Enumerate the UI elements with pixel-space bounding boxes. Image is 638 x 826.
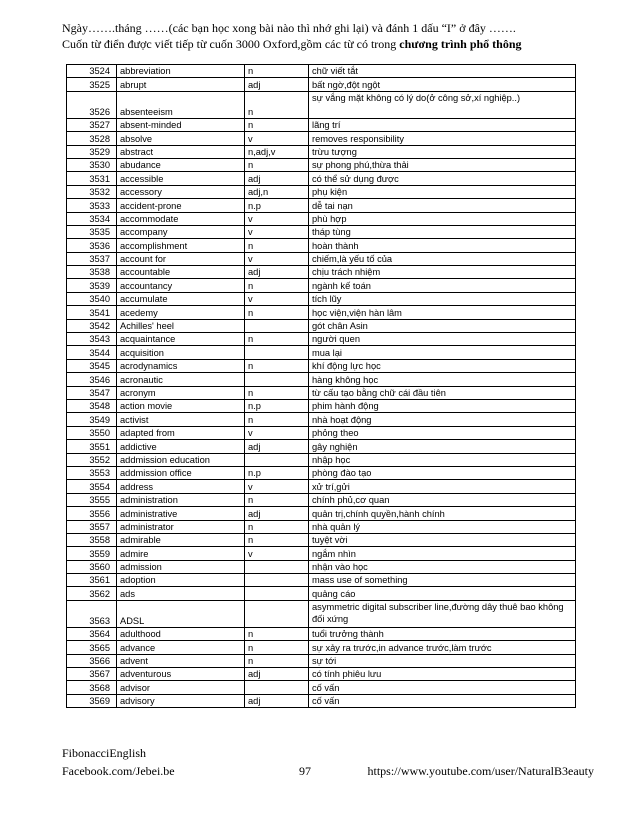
entry-number: 3541: [67, 306, 117, 319]
entry-word: admission: [117, 560, 245, 573]
entry-word: advent: [117, 654, 245, 667]
entry-meaning: tháp tùng: [309, 225, 576, 238]
table-row: [67, 560, 576, 573]
table-row: [67, 185, 576, 198]
entry-meaning: hoàn thành: [309, 239, 576, 252]
entry-meaning: tích lũy: [309, 292, 576, 305]
table-row: [67, 399, 576, 412]
entry-part-of-speech: v: [245, 480, 309, 493]
entry-number: 3552: [67, 453, 117, 466]
entry-meaning: phim hành động: [309, 399, 576, 412]
entry-part-of-speech: [245, 587, 309, 600]
entry-word: action movie: [117, 399, 245, 412]
entry-meaning: tuyệt vời: [309, 533, 576, 546]
entry-number: 3536: [67, 239, 117, 252]
entry-number: 3526: [67, 91, 117, 118]
table-row: [67, 145, 576, 158]
entry-number: 3546: [67, 373, 117, 386]
table-row: [67, 453, 576, 466]
entry-meaning: tuổi trưởng thành: [309, 627, 576, 640]
entry-number: 3530: [67, 158, 117, 171]
entry-word: abstract: [117, 145, 245, 158]
entry-number: 3529: [67, 145, 117, 158]
entry-meaning: lãng trí: [309, 118, 576, 131]
entry-meaning: phỏng theo: [309, 426, 576, 439]
entry-number: 3560: [67, 560, 117, 573]
entry-number: 3540: [67, 292, 117, 305]
entry-meaning: ngắm nhìn: [309, 547, 576, 560]
table-row: [67, 547, 576, 560]
entry-number: 3555: [67, 493, 117, 506]
entry-word: admire: [117, 547, 245, 560]
entry-meaning: chữ viết tắt: [309, 65, 576, 78]
entry-number: 3561: [67, 574, 117, 587]
entry-part-of-speech: n: [245, 239, 309, 252]
entry-part-of-speech: adj: [245, 78, 309, 91]
entry-number: 3537: [67, 252, 117, 265]
entry-word: acronym: [117, 386, 245, 399]
entry-meaning: xử trí,gửi: [309, 480, 576, 493]
table-row: [67, 346, 576, 359]
entry-word: accumulate: [117, 292, 245, 305]
table-row: [67, 641, 576, 654]
footer-brand: FibonacciEnglish: [62, 746, 146, 760]
entry-part-of-speech: v: [245, 212, 309, 225]
entry-part-of-speech: n: [245, 359, 309, 372]
entry-part-of-speech: [245, 560, 309, 573]
table-row: [67, 507, 576, 520]
entry-part-of-speech: n: [245, 493, 309, 506]
entry-meaning: chính phủ,cơ quan: [309, 493, 576, 506]
entry-number: 3538: [67, 266, 117, 279]
entry-meaning: phòng đào tạo: [309, 466, 576, 479]
entry-number: 3549: [67, 413, 117, 426]
table-row: [67, 158, 576, 171]
entry-number: 3559: [67, 547, 117, 560]
entry-word: advisory: [117, 694, 245, 707]
entry-word: accommodate: [117, 212, 245, 225]
entry-part-of-speech: v: [245, 132, 309, 145]
table-row: [67, 199, 576, 212]
entry-meaning: nhận vào học: [309, 560, 576, 573]
entry-meaning: có tính phiêu lưu: [309, 668, 576, 681]
entry-meaning: chiếm,là yếu tố của: [309, 252, 576, 265]
entry-number: 3564: [67, 627, 117, 640]
entry-word: adulthood: [117, 627, 245, 640]
entry-number: 3545: [67, 359, 117, 372]
entry-word: accessible: [117, 172, 245, 185]
entry-word: addictive: [117, 440, 245, 453]
entry-part-of-speech: adj,n: [245, 185, 309, 198]
entry-part-of-speech: adj: [245, 507, 309, 520]
table-row: [67, 440, 576, 453]
entry-part-of-speech: v: [245, 252, 309, 265]
entry-number: 3534: [67, 212, 117, 225]
table-row: [67, 266, 576, 279]
entry-word: accountable: [117, 266, 245, 279]
entry-part-of-speech: n: [245, 533, 309, 546]
entry-number: 3562: [67, 587, 117, 600]
entry-part-of-speech: v: [245, 292, 309, 305]
table-row: [67, 78, 576, 91]
entry-meaning: gót chân Asin: [309, 319, 576, 332]
entry-word: accident-prone: [117, 199, 245, 212]
entry-number: 3558: [67, 533, 117, 546]
entry-part-of-speech: n: [245, 65, 309, 78]
footer-facebook: Facebook.com/Jebei.be: [62, 764, 175, 778]
entry-part-of-speech: n,adj,v: [245, 145, 309, 158]
entry-word: acrodynamics: [117, 359, 245, 372]
entry-word: activist: [117, 413, 245, 426]
entry-part-of-speech: [245, 373, 309, 386]
table-row: [67, 212, 576, 225]
entry-word: addmission education: [117, 453, 245, 466]
entry-meaning: người quen: [309, 333, 576, 346]
entry-word: accountancy: [117, 279, 245, 292]
header-line-2: [62, 36, 582, 52]
table-row: [67, 627, 576, 640]
table-row: [67, 292, 576, 305]
table-row: [67, 225, 576, 238]
entry-part-of-speech: n: [245, 627, 309, 640]
header-line-2-bold: chương trình phổ thông: [399, 37, 522, 51]
header-line-1: Ngày…….tháng ……(các bạn học xong bài nào thì nhớ ghi lại) và đánh 1 dấu “I” ở đây …….: [62, 21, 516, 35]
entry-meaning: ngành kế toán: [309, 279, 576, 292]
table-row: [67, 574, 576, 587]
entry-part-of-speech: adj: [245, 440, 309, 453]
entry-number: 3567: [67, 668, 117, 681]
table-row: [67, 587, 576, 600]
entry-part-of-speech: n: [245, 306, 309, 319]
entry-meaning: gây nghiện: [309, 440, 576, 453]
entry-word: abrupt: [117, 78, 245, 91]
entry-part-of-speech: adj: [245, 266, 309, 279]
entry-meaning: quản trị,chính quyền,hành chính: [309, 507, 576, 520]
entry-part-of-speech: [245, 319, 309, 332]
entry-part-of-speech: adj: [245, 172, 309, 185]
entry-word: absent-minded: [117, 118, 245, 131]
entry-meaning: phù hợp: [309, 212, 576, 225]
entry-part-of-speech: n: [245, 333, 309, 346]
entry-meaning: học viện,viện hàn lâm: [309, 306, 576, 319]
entry-part-of-speech: n.p: [245, 399, 309, 412]
entry-part-of-speech: [245, 346, 309, 359]
entry-meaning: asymmetric digital subscriber line,đường dây thuê bao không đối xứng: [309, 600, 576, 627]
entry-part-of-speech: n: [245, 520, 309, 533]
entry-number: 3524: [67, 65, 117, 78]
entry-word: abudance: [117, 158, 245, 171]
table-row: [67, 373, 576, 386]
entry-part-of-speech: [245, 453, 309, 466]
entry-meaning: có thể sử dụng được: [309, 172, 576, 185]
table-row: [67, 65, 576, 78]
entry-number: 3527: [67, 118, 117, 131]
table-row: [67, 386, 576, 399]
entry-part-of-speech: [245, 574, 309, 587]
entry-number: 3556: [67, 507, 117, 520]
entry-meaning: quảng cáo: [309, 587, 576, 600]
entry-meaning: sự tới: [309, 654, 576, 667]
entry-word: accessory: [117, 185, 245, 198]
entry-meaning: cố vấn: [309, 681, 576, 694]
entry-word: absenteeism: [117, 91, 245, 118]
entry-word: absolve: [117, 132, 245, 145]
page-footer: [62, 744, 594, 780]
table-row: [67, 600, 576, 627]
entry-number: 3528: [67, 132, 117, 145]
entry-word: ads: [117, 587, 245, 600]
entry-meaning: cố vấn: [309, 694, 576, 707]
entry-part-of-speech: n: [245, 118, 309, 131]
entry-word: Achilles' heel: [117, 319, 245, 332]
entry-word: accompany: [117, 225, 245, 238]
table-row: [67, 466, 576, 479]
table-row: [67, 252, 576, 265]
vocabulary-table-body: [67, 65, 576, 708]
table-row: [67, 520, 576, 533]
entry-meaning: nhà hoạt động: [309, 413, 576, 426]
footer-youtube: https://www.youtube.com/user/NaturalB3eauty: [367, 764, 594, 778]
entry-meaning: bất ngờ,đột ngột: [309, 78, 576, 91]
entry-word: adapted from: [117, 426, 245, 439]
page-number: 97: [299, 764, 311, 778]
entry-number: 3557: [67, 520, 117, 533]
entry-meaning: phụ kiện: [309, 185, 576, 198]
table-row: [67, 654, 576, 667]
entry-meaning: mua lại: [309, 346, 576, 359]
entry-number: 3532: [67, 185, 117, 198]
entry-number: 3551: [67, 440, 117, 453]
entry-part-of-speech: n: [245, 654, 309, 667]
table-row: [67, 533, 576, 546]
entry-part-of-speech: n: [245, 386, 309, 399]
entry-meaning: mass use of something: [309, 574, 576, 587]
entry-word: administration: [117, 493, 245, 506]
entry-number: 3550: [67, 426, 117, 439]
entry-word: adventurous: [117, 668, 245, 681]
entry-meaning: dễ tai nạn: [309, 199, 576, 212]
entry-part-of-speech: n: [245, 279, 309, 292]
entry-word: acedemy: [117, 306, 245, 319]
entry-part-of-speech: [245, 600, 309, 627]
entry-part-of-speech: n: [245, 91, 309, 118]
entry-part-of-speech: n: [245, 158, 309, 171]
entry-part-of-speech: [245, 681, 309, 694]
entry-word: administrator: [117, 520, 245, 533]
table-row: [67, 132, 576, 145]
entry-word: advance: [117, 641, 245, 654]
table-row: [67, 694, 576, 707]
table-row: [67, 480, 576, 493]
entry-number: 3525: [67, 78, 117, 91]
entry-word: account for: [117, 252, 245, 265]
vocabulary-table: [66, 64, 576, 708]
entry-word: adoption: [117, 574, 245, 587]
entry-number: 3553: [67, 466, 117, 479]
entry-part-of-speech: n.p: [245, 466, 309, 479]
table-row: [67, 306, 576, 319]
table-row: [67, 359, 576, 372]
entry-meaning: khí động lực học: [309, 359, 576, 372]
entry-word: acronautic: [117, 373, 245, 386]
entry-number: 3535: [67, 225, 117, 238]
entry-number: 3543: [67, 333, 117, 346]
table-row: [67, 681, 576, 694]
entry-number: 3539: [67, 279, 117, 292]
table-row: [67, 413, 576, 426]
entry-part-of-speech: adj: [245, 668, 309, 681]
entry-part-of-speech: n.p: [245, 199, 309, 212]
entry-meaning: sự vắng mặt không có lý do(ở công sở,xí nghiệp..): [309, 91, 576, 118]
table-row: [67, 172, 576, 185]
table-row: [67, 668, 576, 681]
entry-meaning: trừu tượng: [309, 145, 576, 158]
entry-word: address: [117, 480, 245, 493]
entry-number: 3563: [67, 600, 117, 627]
table-row: [67, 279, 576, 292]
table-row: [67, 91, 576, 118]
entry-meaning: sự phong phú,thừa thải: [309, 158, 576, 171]
table-row: [67, 493, 576, 506]
entry-number: 3533: [67, 199, 117, 212]
entry-word: admirable: [117, 533, 245, 546]
entry-part-of-speech: v: [245, 426, 309, 439]
entry-meaning: removes responsibility: [309, 132, 576, 145]
table-row: [67, 333, 576, 346]
entry-word: advisor: [117, 681, 245, 694]
entry-number: 3544: [67, 346, 117, 359]
table-row: [67, 426, 576, 439]
entry-number: 3548: [67, 399, 117, 412]
entry-word: administrative: [117, 507, 245, 520]
table-row: [67, 319, 576, 332]
entry-part-of-speech: v: [245, 225, 309, 238]
entry-meaning: chịu trách nhiệm: [309, 266, 576, 279]
entry-meaning: nhà quản lý: [309, 520, 576, 533]
entry-word: addmission office: [117, 466, 245, 479]
entry-meaning: hàng không học: [309, 373, 576, 386]
entry-number: 3565: [67, 641, 117, 654]
entry-part-of-speech: adj: [245, 694, 309, 707]
entry-word: abbreviation: [117, 65, 245, 78]
entry-word: acquisition: [117, 346, 245, 359]
entry-number: 3569: [67, 694, 117, 707]
entry-meaning: nhập học: [309, 453, 576, 466]
entry-meaning: sự xảy ra trước,in advance trước,làm trước: [309, 641, 576, 654]
entry-part-of-speech: n: [245, 641, 309, 654]
entry-part-of-speech: v: [245, 547, 309, 560]
entry-number: 3566: [67, 654, 117, 667]
entry-number: 3568: [67, 681, 117, 694]
page-header: [62, 20, 582, 52]
entry-number: 3547: [67, 386, 117, 399]
entry-part-of-speech: n: [245, 413, 309, 426]
entry-number: 3542: [67, 319, 117, 332]
table-row: [67, 239, 576, 252]
header-line-2-text: Cuốn từ điển được viết tiếp từ cuốn 3000 Oxford,gồm các từ có trong: [62, 37, 400, 51]
entry-number: 3531: [67, 172, 117, 185]
table-row: [67, 118, 576, 131]
entry-word: accomplishment: [117, 239, 245, 252]
entry-number: 3554: [67, 480, 117, 493]
entry-word: acquaintance: [117, 333, 245, 346]
entry-meaning: từ cấu tạo bằng chữ cái đầu tiên: [309, 386, 576, 399]
entry-word: ADSL: [117, 600, 245, 627]
